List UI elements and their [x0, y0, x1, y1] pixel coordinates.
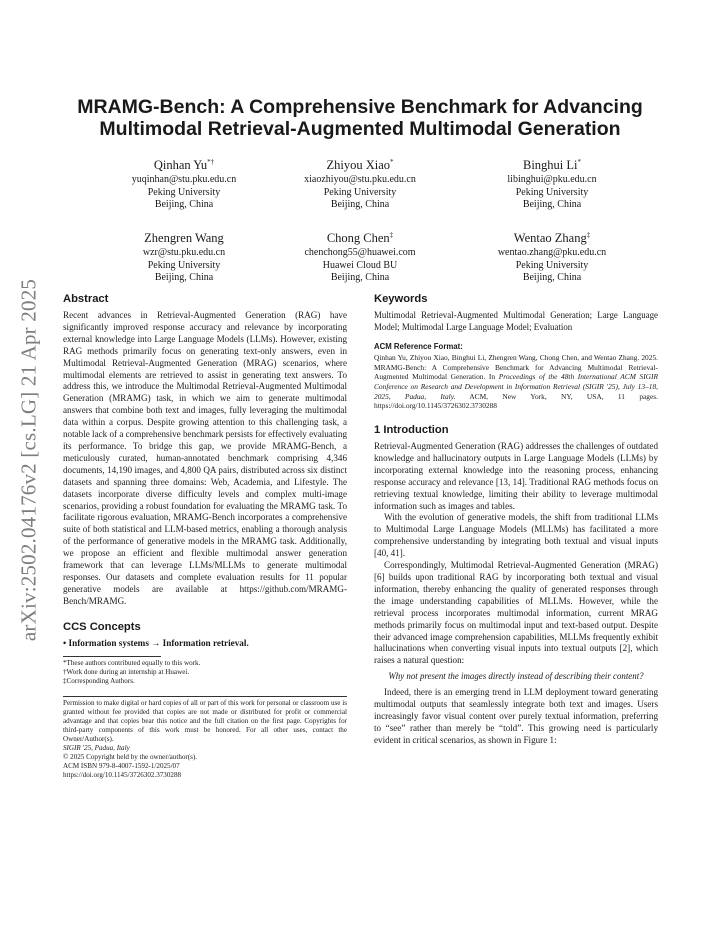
author-name: Wentao Zhang [513, 231, 587, 246]
left-column [63, 292, 347, 780]
footnotes [63, 659, 347, 686]
isbn-text: ACM ISBN 979-8-4007-1592-1/2025/07 [63, 761, 180, 770]
ccs-heading: CCS Concepts [63, 620, 141, 633]
permission-rule [63, 696, 347, 697]
author-name: Binghui Li [522, 158, 578, 173]
ccs-text: • Information systems → Information retrieval. [63, 637, 249, 648]
author-name: Zhengren Wang [144, 231, 224, 246]
intro-paragraph-4: Indeed, there is an emerging trend in LLM deployment toward generating multimodal outputs that seamlessly integrate both text and images. Users increasingly favor visual content over purely textual information, preferring to “see” rather than merely be “told”. This growing need is particularly evident in critical scenarios, as shown in Figure 1: [374, 687, 658, 745]
author-mark: ‡ [389, 231, 394, 239]
abstract-text: Recent advances in Retrieval-Augmented Generation (RAG) have significantly improved response accuracy and relevance by incorporating external knowledge into Large Language Models (LLMs). However, existing RAG methods primarily focus on generating text-only answers, even in Multimodal Retrieval-Augmented Generation (MRAG) scenarios, where multimodal elements are retrieved to assist in generating text answers. To address this, we introduce the Multimodal Retrieval-Augmented Multimodal Generation (MRAMG) task, in which we aim to generate multimodal answers that combine both text and images, fully leveraging the multimodal data within a corpus. Despite growing attention to this challenging task, a notable lack of a comprehensive benchmark persists for effectively evaluating its performance. To bridge this gap, we provide MRAMG-Bench, a meticulously curated, human-annotated benchmark comprising 4,346 documents, 14,190 images, and 4,800 QA pairs, distributed across six distinct datasets and spanning three domains: Web, Academia, and Lifestyle. The datasets incorporate diverse difficulty levels and complex multi-image scenarios, providing a robust foundation for evaluating the MRAMG task. To facilitate rigorous evaluation, MRAMG-Bench incorporates a comprehensive suite of both statistical and LLM-based metrics, enabling a thorough analysis of the performance of generative models in the MRAMG task. Additionally, we propose an efficient and flexible multimodal answer generation framework that can leverage LLMs/MLLMs to generate multimodal responses. Our datasets and complete evaluation results for 11 popular generative models are available at https://github.com/MRAMG-Bench/MRAMG. [63, 310, 347, 606]
author-location: Beijing, China [522, 199, 582, 211]
footnote: †Work done during an internship at Huawei. [63, 667, 190, 676]
acm-reference-text [374, 353, 658, 411]
author-mark: ‡ [586, 231, 591, 239]
arxiv-identifier: arXiv:2502.04176v2 [cs.LG] 21 Apr 2025 [16, 278, 41, 642]
intro-paragraph-3: Correspondingly, Multimodal Retrieval-Augmented Generation (MRAG) [6] builds upon traditional RAG by incorporating both textual and visual information, thereby enhancing the quality of generated responses through the image understanding capabilities of MLLMs. However, while the retrieval process incorporates multimodal information, current MRAG methods primarily focus on multimodal input and text-based output. Despite their advanced image comprehension capabilities, MLLMs frequently exhibit hallucinations when converting visual inputs into textual outputs [2], which raises a natural question: [374, 560, 658, 666]
intro-paragraph-1: Retrieval-Augmented Generation (RAG) addresses the challenges of outdated knowledge and hallucinatory outputs in Large Language Models (LLMs) by incorporating external knowledge into the reasoning process, enhancing response accuracy and relevance [13, 14]. Traditional RAG methods focus on retrieving textual knowledge, limiting their ability to leverage multimodal information such as images and tables. [374, 441, 658, 511]
author-location: Beijing, China [154, 272, 214, 284]
author-block [84, 228, 284, 285]
paper-title [62, 96, 658, 140]
abstract-heading: Abstract [63, 293, 109, 305]
author-location: Beijing, China [330, 272, 390, 284]
author-name: Zhiyou Xiao [326, 158, 391, 173]
title-line-1: MRAMG-Bench: A Comprehensive Benchmark for Advancing [77, 96, 643, 118]
footnote: ‡Corresponding Authors. [63, 676, 135, 685]
author-block [260, 228, 460, 285]
author-location: Beijing, China [522, 272, 582, 284]
author-email: wzr@stu.pku.edu.cn [142, 247, 226, 259]
author-affiliation: Peking University [147, 186, 221, 198]
author-email: xiaozhiyou@stu.pku.edu.cn [304, 174, 416, 186]
right-column [374, 292, 658, 747]
author-email: chenchong55@huawei.com [304, 247, 416, 259]
venue-text: SIGIR '25, Padua, Italy [63, 743, 130, 752]
introduction-heading: 1 Introduction [374, 424, 449, 437]
author-location: Beijing, China [330, 199, 390, 211]
copyright-text: © 2025 Copyright held by the owner/author(s). [63, 752, 198, 761]
author-block [452, 228, 652, 285]
author-affiliation: Huawei Cloud BU [322, 259, 398, 271]
doi-text: https://doi.org/10.1145/3726302.3730288 [63, 770, 182, 779]
author-affiliation: Peking University [147, 259, 221, 271]
keywords-heading: Keywords [374, 293, 428, 305]
author-name: Qinhan Yu [153, 158, 208, 173]
author-email: libinghui@pku.edu.cn [507, 174, 597, 186]
footnote-rule [63, 656, 161, 657]
acm-reference-heading: ACM Reference Format: [374, 341, 463, 351]
author-mark: *† [207, 158, 215, 166]
author-location: Beijing, China [154, 199, 214, 211]
permission-text: Permission to make digital or hard copies of all or part of this work for personal or classroom use is granted without fee provided that copies are not made or distributed for profit or commercial advantage and that copies bear this notice and the full citation on the first page. Copyrights for third-party components of this work must be honored. For all other uses, contact the Owner/Author(s). [63, 698, 347, 743]
author-affiliation: Peking University [323, 186, 397, 198]
intro-question: Why not present the images directly instead of describing their content? [388, 671, 644, 682]
acm-reference-authors: Qinhan Yu, Zhiyou Xiao, Binghui Li, Zhengren Wang, Chong Chen, and Wentao Zhang. 2025. MRAMG-Bench: A Comprehensive Benchmark for Advancing Multimodal Retrieval-Augmented Multimodal Generation. In [374, 352, 658, 382]
title-line-2: Multimodal Retrieval-Augmented Multimodal Generation [99, 118, 621, 140]
author-block [452, 155, 652, 212]
author-affiliation: Peking University [515, 186, 589, 198]
author-email: yuqinhan@stu.pku.edu.cn [131, 174, 237, 186]
keywords-text: Multimodal Retrieval-Augmented Multimodal Generation; Large Language Model; Multimodal Large Language Model; Evaluation [374, 310, 658, 332]
author-name: Chong Chen [326, 231, 390, 246]
author-mark: * [577, 158, 582, 166]
acm-reference-proceedings: Proceedings of the 48th International ACM SIGIR Conference on Research and Development in Information Retrieval (SIGIR '25), July 13–18, 2025, Padua, Italy. [374, 372, 658, 401]
author-mark: * [390, 158, 394, 166]
author-block [84, 155, 284, 212]
footnote: *These authors contributed equally to this work. [63, 658, 201, 667]
author-email: wentao.zhang@pku.edu.cn [497, 247, 607, 259]
author-block [260, 155, 460, 212]
author-affiliation: Peking University [515, 259, 589, 271]
intro-paragraph-2: With the evolution of generative models, the shift from traditional LLMs to Multimodal Large Language Models (MLLMs) has facilitated a more comprehensive understanding by integrating both textual and visual inputs [40, 41]. [374, 512, 658, 559]
permission-block [63, 699, 347, 780]
acm-reference-tail: ACM, New York, NY, USA, 11 pages. https://doi.org/10.1145/3726302.3730288 [374, 391, 658, 411]
